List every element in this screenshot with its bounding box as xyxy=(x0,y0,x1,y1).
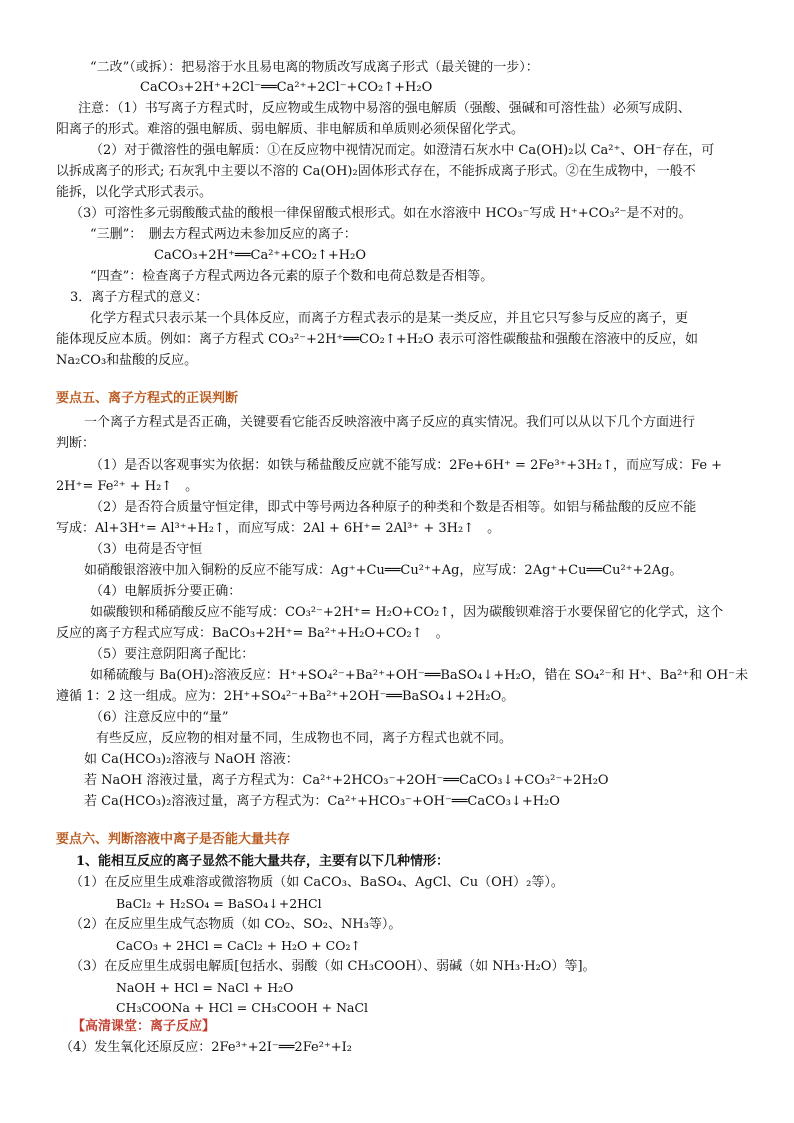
text-line: Na₂CO₃和盐酸的反应。 xyxy=(56,353,198,368)
section-heading: 要点六、判断溶液中离子是否能大量共存 xyxy=(56,832,291,847)
text-line: （3）可溶性多元弱酸酸式盐的酸根一律保留酸式根形式。如在水溶液中 HCO₃⁻写成 H⁺+CO₃²⁻是不对的。 xyxy=(70,206,692,221)
text-line: 一个离子方程式是否正确，关键要看它能否反映溶液中离子反应的真实情况。我们可以从以下几个方面进行 xyxy=(84,415,696,430)
text-line: （4）发生氧化还原反应：2Fe³⁺+2I⁻══2Fe²⁺+I₂ xyxy=(60,1040,353,1055)
subheading: 1、能相互反应的离子显然不能大量共存，主要有以下几种情形： xyxy=(76,854,450,869)
text-line: 如碳酸钡和稀硝酸反应不能写成：CO₃²⁻+2H⁺= H₂O+CO₂↑，因为碳酸钡难溶于水要保留它的化学式，这个 xyxy=(90,605,724,620)
text-line: 若 Ca(HCO₃)₂溶液过量，离子方程式为：Ca²⁺+HCO₃⁻+OH⁻══CaCO₃↓+H₂O xyxy=(84,794,560,809)
text-line: 注意：（1）书写离子方程式时，反应物或生成物中易溶的强电解质（强酸、强碱和可溶性盐）必须写成阴、 xyxy=(78,101,691,116)
text-line: 化学方程式只表示某一个具体反应，而离子方程式表示的是某一类反应，并且它只写参与反应的离子，更 xyxy=(90,311,689,326)
text-line: （3）电荷是否守恒 xyxy=(90,542,203,557)
text-line: 有些反应，反应物的相对量不同，生成物也不同，离子方程式也就不同。 xyxy=(96,731,513,746)
text-line: 阳离子的形式。难溶的强电解质、弱电解质、非电解质和单质则必须保留化学式。 xyxy=(56,122,525,137)
equation-line: NaOH + HCl = NaCl + H₂O xyxy=(116,980,294,995)
text-line: 能拆，以化学式形式表示。 xyxy=(56,185,213,200)
equation-line: CH₃COONa + HCl = CH₃COOH + NaCl xyxy=(116,1000,369,1015)
text-line: （1）是否以客观事实为依据：如铁与稀盐酸反应就不能写成：2Fe+6H⁺ = 2Fe³⁺+3H₂↑，而应写成：Fe + xyxy=(90,458,723,473)
text-line: 若 NaOH 溶液过量，离子方程式为：Ca²⁺+2HCO₃⁻+2OH⁻══CaCO₃↓+CO₃²⁻+2H₂O xyxy=(84,773,609,788)
equation-line: CaCO₃ + 2HCl = CaCl₂ + H₂O + CO₂↑ xyxy=(116,938,361,953)
text-line: （1）在反应里生成难溶或微溶物质（如 CaCO₃、BaSO₄、AgCl、Cu（OH）₂等）。 xyxy=(70,875,564,890)
text-line: （5）要注意阴阳离子配比： xyxy=(90,647,255,662)
text-line: 2H⁺= Fe²⁺ + H₂↑ 。 xyxy=(56,479,199,494)
text-line: 以拆成离子的形式; 石灰乳中主要以不溶的 Ca(OH)₂固体形式存在，不能拆成离子形式。②在生成物中，一般不 xyxy=(56,164,696,179)
text-line: 如 Ca(HCO₃)₂溶液与 NaOH 溶液： xyxy=(84,752,299,767)
equation-line: BaCl₂ + H₂SO₄ = BaSO₄↓+2HCl xyxy=(116,896,322,911)
text-line: （2）在反应里生成气态物质（如 CO₂、SO₂、NH₃等）。 xyxy=(70,917,402,932)
text-line: （2）是否符合质量守恒定律，即式中等号两边各种原子的种类和个数是否相等。如铝与稀盐酸的反应不能 xyxy=(90,500,697,515)
text-line: （6）注意反应中的“量” xyxy=(90,710,229,725)
section-tag: 【高清课堂：离子反应】 xyxy=(72,1019,216,1034)
text-line: （4）电解质拆分要正确： xyxy=(90,584,242,599)
text-line: 如硝酸银溶液中加入铜粉的反应不能写成：Ag⁺+Cu══Cu²⁺+Ag，应写成：2Ag⁺+Cu══Cu²⁺+2Ag。 xyxy=(84,563,683,578)
text-line: （3）在反应里生成弱电解质[包括水、弱酸（如 CH₃COOH）、弱碱（如 NH₃·H₂O）等]。 xyxy=(70,959,596,974)
equation-line: CaCO₃+2H⁺+2Cl⁻══Ca²⁺+2Cl⁻+CO₂↑+H₂O xyxy=(140,80,433,95)
text-line: 判断： xyxy=(56,436,96,451)
text-line: 遵循 1：2 这一组成。应为：2H⁺+SO₄²⁻+Ba²⁺+2OH⁻══BaSO₄↓+2H₂O。 xyxy=(56,689,515,704)
section-heading: 要点五、离子方程式的正误判断 xyxy=(56,391,239,406)
equation-line: CaCO₃+2H⁺══Ca²⁺+CO₂↑+H₂O xyxy=(154,248,366,263)
text-line: “四查”：检查离子方程式两边各元素的原子个数和电荷总数是否相等。 xyxy=(90,269,494,284)
text-line: 写成：Al+3H⁺= Al³⁺+H₂↑，而应写成：2Al + 6H⁺= 2Al³⁺ + 3H₂↑ 。 xyxy=(56,521,501,536)
text-line: “三删”： 删去方程式两边未参加反应的离子： xyxy=(90,227,357,242)
text-line: 能体现反应本质。例如：离子方程式 CO₃²⁻+2H⁺══CO₂↑+H₂O 表示可溶性碳酸盐和强酸在溶液中的反应，如 xyxy=(56,332,698,347)
text-line: 反应的离子方程式应写成：BaCO₃+2H⁺= Ba²⁺+H₂O+CO₂↑ 。 xyxy=(56,626,449,641)
text-line: 如稀硫酸与 Ba(OH)₂溶液反应：H⁺+SO₄²⁻+Ba²⁺+OH⁻══BaSO₄↓+H₂O，错在 SO₄²⁻和 H⁺、Ba²⁺和 OH⁻未 xyxy=(90,668,749,683)
text-line: “二改”（或拆）：把易溶于水且易电离的物质改写成离子形式（最关键的一步）： xyxy=(90,60,539,75)
text-line: 3．离子方程式的意义： xyxy=(70,290,209,305)
text-line: （2）对于微溶性的强电解质：①在反应物中视情况而定。如澄清石灰水中 Ca(OH)₂以 Ca²⁺、OH⁻存在，可 xyxy=(90,143,715,158)
